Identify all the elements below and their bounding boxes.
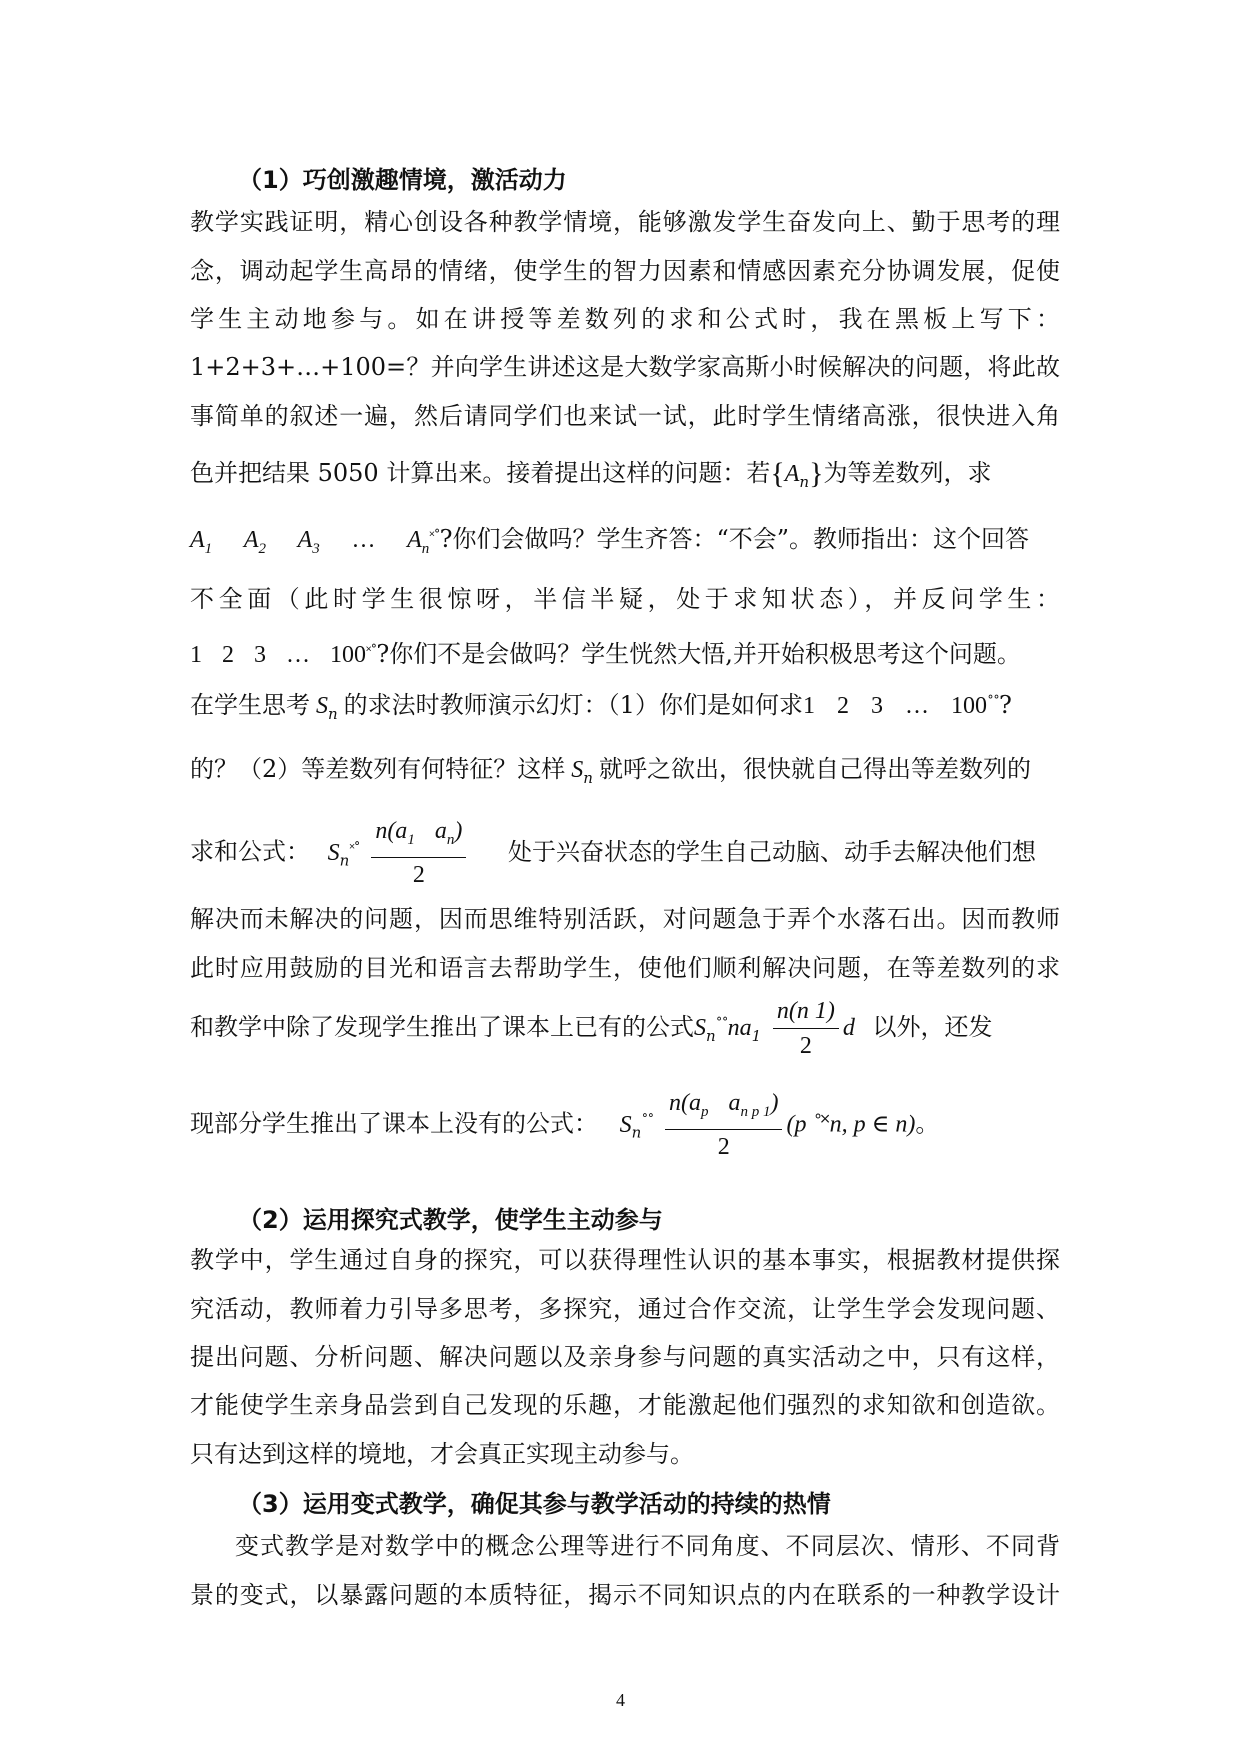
sum-formula-fraction: $\frac{n(a_1 a_n)}{2}$	[371, 814, 466, 892]
p1-line-10: 在学生思考 $S_n$ 的求法时教师演示幻灯：（1）你们是如何求1 2 3 … 100˚˚?	[190, 691, 1012, 723]
p3-line-1: 变式教学是对数学中的概念公理等进行不同角度、不同层次、情形、不同背	[235, 1532, 1060, 1560]
p1-line-9-text: ?你们不是会做吗？学生恍然大悟,并开始积极思考这个问题。	[376, 640, 1021, 668]
p2-line-4: 才能使学生亲身品尝到自己发现的乐趣，才能激起他们强烈的求知欲和创造欲。	[190, 1391, 1060, 1419]
p1-line-15: 和教学中除了发现学生推出了课本上已有的公式$S_n^{˚˚}na_1$ $\frac{n(n 1)}{2}$ d 以外，还发	[190, 990, 1060, 1071]
p1-line-16: 现部分学生推出了课本上没有的公式： $S_n^{˚˚}$ $\frac{n(a_p a_{n p 1})}{2}$ (p ˚˟n, p ∈ n)。	[190, 1086, 1060, 1168]
p2-line-3: 提出问题、分析问题、解决问题以及亲身参与问题的真实活动之中，只有这样，	[190, 1343, 1060, 1371]
p2-line-5: 只有达到这样的境地，才会真正实现主动参与。	[190, 1440, 694, 1468]
p1-line-8: 不全面（此时学生很惊呀，半信半疑，处于求知状态），并反问学生：	[190, 585, 1060, 613]
p1-line-6: 色并把结果 5050 计算出来。接着提出这样的问题：若$\{A_n\}$为等差数列，求	[190, 457, 992, 491]
section-heading-1: （1）巧创激趣情境，激活动力	[238, 166, 567, 194]
p1-line-7: $A_1$ $A_2$ $A_3$ … $A_n^{˟˚}$?你们会做吗？学生齐答：“不会”。教师指出：这个回答	[190, 525, 1030, 557]
p1-line-14: 此时应用鼓励的目光和语言去帮助学生，使他们顺利解决问题，在等差数列的求	[190, 954, 1060, 982]
p1-line-7-text: ?你们会做吗？学生齐答：“不会”。教师指出：这个回答	[439, 525, 1030, 553]
p1-line-5: 事简单的叙述一遍，然后请同学们也来试一试，此时学生情绪高涨，很快进入角	[190, 402, 1060, 430]
p1-line-1: 教学实践证明，精心创设各种教学情境，能够激发学生奋发向上、勤于思考的理	[190, 208, 1060, 236]
section-heading-2: （2）运用探究式教学，使学生主动参与	[238, 1206, 663, 1234]
p2-line-2: 究活动，教师着力引导多思考，多探究，通过合作交流，让学生学会发现问题、	[190, 1295, 1060, 1323]
p1-line-13: 解决而未解决的问题，因而思维特别活跃，对问题急于弄个水落石出。因而教师	[190, 905, 1060, 933]
p1-line-4: 1+2+3+…+100=？并向学生讲述这是大数学家高斯小时候解决的问题，将此故	[190, 353, 1060, 381]
p3-line-2: 景的变式，以暴露问题的本质特征，揭示不同知识点的内在联系的一种教学设计	[190, 1581, 1060, 1609]
sum-formula-3-fraction: $\frac{n(a_p a_{n p 1})}{2}$	[665, 1086, 783, 1164]
page-number: 4	[616, 1690, 625, 1710]
sum-formula-2-fraction: $\frac{n(n 1)}{2}$	[773, 994, 839, 1063]
p1-line-9: 1 2 3 … 100˟˚?你们不是会做吗？学生恍然大悟,并开始积极思考这个问题。	[190, 640, 1021, 668]
section-heading-3: （3）运用变式教学，确促其参与教学活动的持续的热情	[238, 1490, 831, 1518]
p1-line-3: 学生主动地参与。如在讲授等差数列的求和公式时，我在黑板上写下：	[190, 305, 1060, 333]
p1-line-12: 求和公式： $S_n^{˟˚}$ $\frac{n(a_1 a_n)}{2}$ 处于兴奋状态的学生自己动脑、动手去解决他们想	[190, 814, 1060, 896]
p1-line-2: 念，调动起学生高昂的情绪，使学生的智力因素和情感因素充分协调发展，促使	[190, 257, 1060, 285]
p2-line-1: 教学中，学生通过自身的探究，可以获得理性认识的基本事实，根据教材提供探	[190, 1246, 1060, 1274]
p1-line-11: 的？（2）等差数列有何特征？这样 $S_n$ 就呼之欲出，很快就自己得出等差数列的	[190, 755, 1031, 787]
p1-line-6-text-a: 色并把结果 5050 计算出来。接着提出这样的问题：若	[190, 459, 771, 487]
p1-line-6-text-b: 为等差数列，求	[823, 459, 992, 487]
